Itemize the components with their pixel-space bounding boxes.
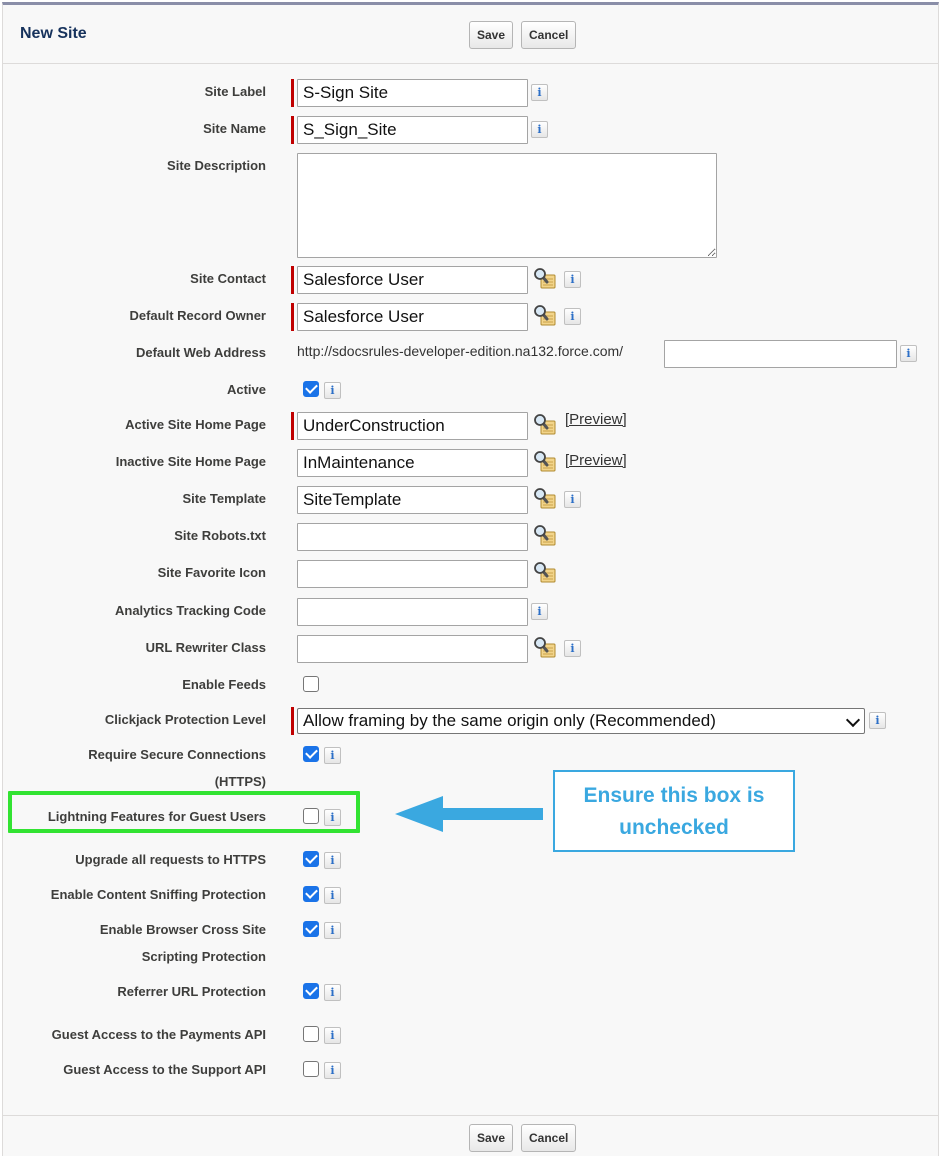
clickjack-select[interactable] <box>297 708 865 734</box>
site-description-label: Site Description <box>167 158 266 173</box>
site-contact-input[interactable] <box>297 266 528 294</box>
info-icon[interactable]: i <box>324 1062 341 1079</box>
required-indicator <box>291 707 294 735</box>
info-icon[interactable]: i <box>564 308 581 325</box>
info-icon[interactable]: i <box>531 84 548 101</box>
web-address-input[interactable] <box>664 340 897 368</box>
default-record-owner-label: Default Record Owner <box>129 308 266 323</box>
annotation-callout <box>553 770 795 852</box>
required-indicator <box>291 79 294 107</box>
info-icon[interactable]: i <box>324 852 341 869</box>
arrow-left-icon <box>395 796 545 832</box>
active-home-page-input[interactable] <box>297 412 528 440</box>
payments-api-checkbox[interactable] <box>303 1026 319 1042</box>
clickjack-label: Clickjack Protection Level <box>104 712 266 727</box>
content-sniffing-checkbox[interactable] <box>303 886 319 902</box>
site-favicon-label: Site Favorite Icon <box>157 565 266 580</box>
referrer-protection-checkbox[interactable] <box>303 983 319 999</box>
lookup-magnifier-icon[interactable] <box>533 450 557 474</box>
inactive-home-page-label: Inactive Site Home Page <box>115 454 266 469</box>
upgrade-https-label: Upgrade all requests to HTTPS <box>75 852 266 867</box>
required-indicator <box>291 266 294 294</box>
upgrade-https-checkbox[interactable] <box>303 851 319 867</box>
new-site-panel <box>2 2 939 1156</box>
site-template-input[interactable] <box>297 486 528 514</box>
site-favicon-input[interactable] <box>297 560 528 588</box>
analytics-code-input[interactable] <box>297 598 528 626</box>
save-button-bottom[interactable]: Save <box>469 1124 513 1152</box>
default-record-owner-input[interactable] <box>297 303 528 331</box>
require-secure-label-line2: (HTTPS) <box>214 774 266 789</box>
enable-feeds-checkbox[interactable] <box>303 676 319 692</box>
content-sniffing-label: Enable Content Sniffing Protection <box>50 887 266 902</box>
url-rewriter-label: URL Rewriter Class <box>145 640 266 655</box>
lookup-magnifier-icon[interactable] <box>533 487 557 511</box>
active-checkbox[interactable] <box>303 381 319 397</box>
xss-protection-label: Enable Browser Cross Site <box>99 922 266 937</box>
clickjack-selected-value: Allow framing by the same origin only (Recommended) <box>303 711 716 730</box>
info-icon[interactable]: i <box>531 121 548 138</box>
info-icon[interactable]: i <box>564 271 581 288</box>
site-description-textarea[interactable] <box>297 153 717 258</box>
highlight-box <box>8 791 360 833</box>
default-web-address-label: Default Web Address <box>135 345 266 360</box>
info-icon[interactable]: i <box>564 491 581 508</box>
lookup-magnifier-icon[interactable] <box>533 636 557 660</box>
inactive-home-page-input[interactable] <box>297 449 528 477</box>
info-icon[interactable]: i <box>531 603 548 620</box>
required-indicator <box>291 303 294 331</box>
info-icon[interactable]: i <box>324 747 341 764</box>
site-label-input[interactable] <box>297 79 528 107</box>
xss-protection-checkbox[interactable] <box>303 921 319 937</box>
payments-api-label: Guest Access to the Payments API <box>51 1027 266 1042</box>
require-secure-checkbox[interactable] <box>303 746 319 762</box>
page-footer <box>3 1115 938 1160</box>
required-indicator <box>291 116 294 144</box>
require-secure-label: Require Secure Connections <box>88 747 266 762</box>
info-icon[interactable]: i <box>324 382 341 399</box>
lookup-magnifier-icon[interactable] <box>533 267 557 291</box>
info-icon[interactable]: i <box>324 1027 341 1044</box>
analytics-code-label: Analytics Tracking Code <box>115 603 266 618</box>
page-header <box>3 5 938 64</box>
save-button-top[interactable]: Save <box>469 21 513 49</box>
info-icon[interactable]: i <box>324 922 341 939</box>
xss-protection-label-line2: Scripting Protection <box>141 949 266 964</box>
url-rewriter-input[interactable] <box>297 635 528 663</box>
chevron-down-icon <box>846 713 860 727</box>
support-api-label: Guest Access to the Support API <box>63 1062 266 1077</box>
lookup-magnifier-icon[interactable] <box>533 561 557 585</box>
site-robots-input[interactable] <box>297 523 528 551</box>
info-icon[interactable]: i <box>324 809 341 826</box>
lookup-magnifier-icon[interactable] <box>533 413 557 437</box>
lookup-magnifier-icon[interactable] <box>533 524 557 548</box>
page-title: New Site <box>20 25 87 42</box>
info-icon[interactable]: i <box>900 345 917 362</box>
active-home-page-label: Active Site Home Page <box>125 417 266 432</box>
annotation-text-line2: unchecked <box>619 816 729 839</box>
info-icon[interactable]: i <box>564 640 581 657</box>
lightning-guest-label: Lightning Features for Guest Users <box>47 809 266 824</box>
site-name-label: Site Name <box>203 121 266 136</box>
required-indicator <box>291 412 294 440</box>
referrer-protection-label: Referrer URL Protection <box>117 984 266 999</box>
site-template-label: Site Template <box>182 491 266 506</box>
support-api-checkbox[interactable] <box>303 1061 319 1077</box>
lookup-magnifier-icon[interactable] <box>533 304 557 328</box>
site-name-input[interactable] <box>297 116 528 144</box>
site-label-label: Site Label <box>204 84 266 99</box>
active-home-preview-link[interactable]: [Preview] <box>565 411 627 428</box>
web-address-prefix: http://sdocsrules-developer-edition.na132.force.com/ <box>297 343 624 359</box>
cancel-button-top[interactable]: Cancel <box>521 21 576 49</box>
annotation-text-line1: Ensure this box is <box>583 784 765 807</box>
info-icon[interactable]: i <box>324 887 341 904</box>
cancel-button-bottom[interactable]: Cancel <box>521 1124 576 1152</box>
info-icon[interactable]: i <box>869 712 886 729</box>
info-icon[interactable]: i <box>324 984 341 1001</box>
enable-feeds-label: Enable Feeds <box>182 677 266 692</box>
site-robots-label: Site Robots.txt <box>174 528 266 543</box>
site-contact-label: Site Contact <box>190 271 266 286</box>
active-label: Active <box>226 382 266 397</box>
inactive-home-preview-link[interactable]: [Preview] <box>565 452 627 469</box>
